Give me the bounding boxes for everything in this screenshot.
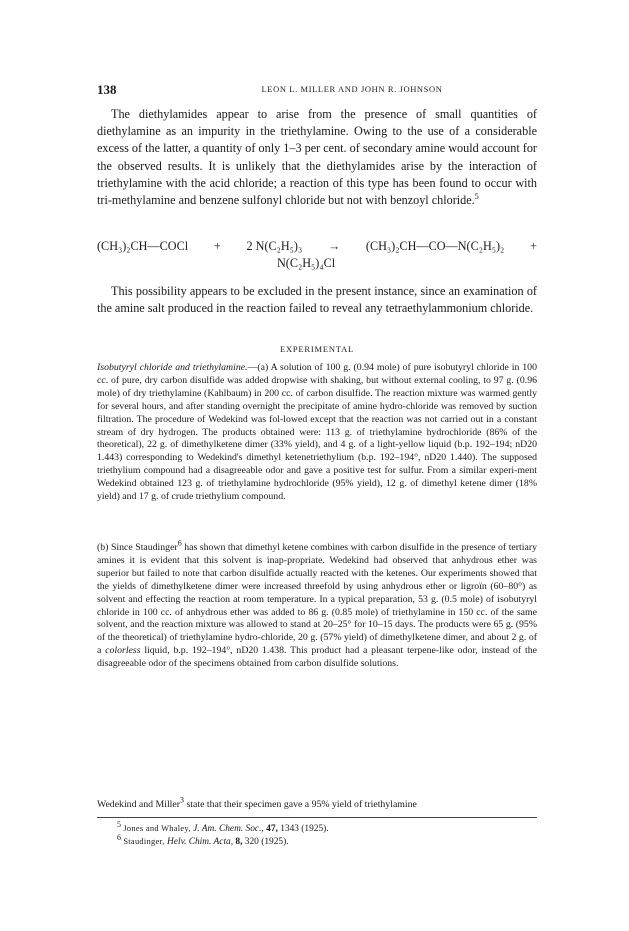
paragraph-a-body: —(a) A solution of 100 g. (0.94 mole) of pure isobutyryl chloride in 100 cc. of pure, dry carbon disulfide was added dropwise with shaking, but without external cooling, to 97 g. (0.96 mole) of dry triethylamine (Kahlbaum) in 200 cc. of carbon disulfide. The reaction mixture was warmed gently for several hours, and after standing overnight the precipitate of amine hydro-chloride was removed by suction filtration. The procedure of Wedekind was fol-lowed except that the reaction was not carried out in a constant stream of dry hydrogen. The products obtained were: 113 g. of triethylamine hydrochloride (86% of the theoretical), 22 g. of dimethylketene dimer (33% yield), and 4 g. of a light-yellow liquid (b.p. 192–194; nD20 1.443) corresponding to Wedekind's dimethyl ketenetriethylium (b.p. 192–194°, nD20 1.440). The supposed triethylium compound had a disagreeable odor and gave a positive test for sulfur. From a similar experi-ment Wedekind obtained 123 g. of triethylamine hydrochloride (95% yield), 12 g. of dimethyl ketene dimer (18% yield) and 17 g. of crude triethylium compound. xyxy=(97,362,537,503)
equation-plus-1: + xyxy=(213,239,221,253)
experimental-paragraph-b xyxy=(97,538,537,671)
footnote-ref-5: 5 xyxy=(474,191,479,201)
paragraph-b-part-1: (b) Since Staudinger xyxy=(97,542,178,553)
footnote-mark: 6 xyxy=(117,832,121,842)
page-header xyxy=(97,82,537,98)
footnote-5 xyxy=(97,819,537,836)
footnote-authors: Staudinger, xyxy=(123,836,165,846)
paragraph-b-part-3: liquid, b.p. 192–194°, nD20 1.438. This product had a pleasant terpene-like odor, instead of the disagreeable odor of the specimens obtained from carbon disulfide solutions. xyxy=(97,645,537,670)
equation-reactant-1: (CH₃)₂CH—COCl xyxy=(97,239,189,253)
intro-paragraph xyxy=(97,106,537,209)
equation-arrow: → xyxy=(327,239,341,253)
footnote-6 xyxy=(97,832,537,849)
equation-product-1: (CH₃)₂CH—CO—N(C₂H₅)₂ xyxy=(365,239,505,253)
experimental-paragraph-a xyxy=(97,362,537,504)
experimental-heading: EXPERIMENTAL xyxy=(279,344,355,354)
footnote-authors: Jones and Whaley, xyxy=(123,824,191,833)
footnote-journal: Helv. Chim. Acta, xyxy=(167,836,234,847)
experimental-paragraph-c xyxy=(97,795,537,812)
possibility-paragraph-text: This possibility appears to be excluded in the present instance, since an examination of the amine salt produced in the reaction failed to reveal any tetraethylammonium chloride. xyxy=(97,284,537,316)
equation-product-2: N(C₂H₅)₄Cl xyxy=(277,256,336,270)
intro-paragraph-text: The diethylamides appear to arise from the presence of small quantities of diethylamine as an impurity in the triethylamine. Owing to the use of a considerable excess of the latter, a quantity of only 1–3 per cent. of secondary amine would account for the observed results. It is unlikely that the diethylamides arise by the interaction of triethylamine with the acid chloride; a reaction of this type has been found to occur with tri-methylamine and benzene sulfonyl chloride but not with benzoyl chloride. xyxy=(97,107,537,208)
equation-reactant-2: 2 N(C₂H₅)₃ xyxy=(246,239,303,253)
footnote-journal: J. Am. Chem. Soc., xyxy=(193,824,264,834)
footnote-volume: 8, xyxy=(235,836,243,847)
possibility-paragraph xyxy=(97,283,537,317)
footnote-volume: 47, xyxy=(266,824,278,834)
footnote-mark: 5 xyxy=(117,819,121,829)
footnote-pages: 320 (1925). xyxy=(244,836,289,847)
paragraph-b-italic: colorless xyxy=(105,645,141,657)
footnote-divider xyxy=(97,817,537,818)
footnote-ref-6: 6 xyxy=(177,538,182,548)
running-head: LEON L. MILLER AND JOHN R. JOHNSON xyxy=(261,84,443,94)
paragraph-c-part-2: state that their specimen gave a 95% yield of triethylamine xyxy=(184,799,417,810)
footnotes xyxy=(97,819,537,848)
page-number: 138 xyxy=(97,82,117,97)
footnote-ref-3: 3 xyxy=(180,795,185,805)
reaction-equation xyxy=(97,238,537,272)
paragraph-a-title: Isobutyryl chloride and triethylamine. xyxy=(97,362,248,373)
paragraph-b-part-2: has shown that dimethyl ketene combines with carbon disulfide in the presence of tertiary amines it is evident that this solvent is inap-propriate. Wedekind had observed that anhydrous ether was superior but failed to note that carbon disulfide actually reacted with the ketenes. Our experiments showed that the yields of dimethylketene dimer were increased threefold by using anhydrous ether or ligroïn (60–80°) as solvent and effecting the reaction at room temperature. In a typical preparation, 53 g. (0.5 mole) of isobutyryl chloride in 100 cc. of anhydrous ether was added to 86 g. (0.85 mole) of triethylamine in 150 cc. of the same solvent, and the reaction mixture was allowed to stand at 20–25° for 10–15 days. The products were 65 g. (95% of the theoretical) of triethylamine hydro-chloride, 20 g. (57% yield) of dimethylketene dimer, and about 2 g. of a xyxy=(97,542,537,657)
paragraph-c-part-1: Wedekind and Miller xyxy=(97,799,181,810)
equation-plus-2: + xyxy=(530,239,537,253)
footnote-pages: 1343 (1925). xyxy=(280,824,329,834)
